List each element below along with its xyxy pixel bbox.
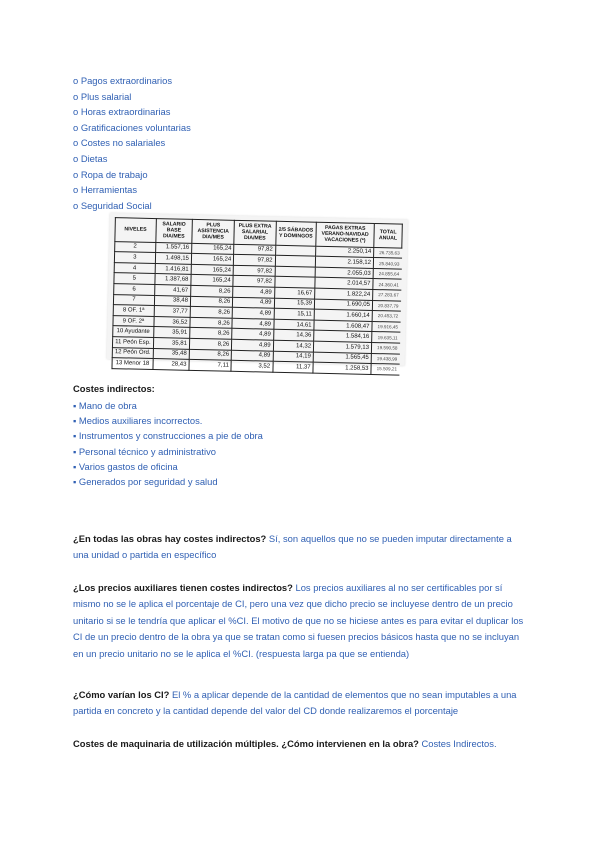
scanned-salary-table <box>107 213 408 372</box>
table-cell: 19.438,99 <box>371 353 399 364</box>
table-cell: 4,89 <box>232 318 274 330</box>
list-item: o Seguridad Social <box>73 199 152 211</box>
qa-paragraph-3 <box>73 687 529 720</box>
table-cell: 1.660,14 <box>314 309 372 321</box>
table-cell: 4,89 <box>231 350 273 362</box>
table-cell: 4,89 <box>233 297 275 309</box>
table-cell: 10 Ayudante <box>113 326 154 338</box>
list-item: o Horas extraordinarias <box>73 106 171 118</box>
qa-paragraph-4 <box>73 736 529 752</box>
list-item: o Dietas <box>73 152 108 164</box>
table-cell: 38,48 <box>154 295 190 306</box>
table-cell: 11 Peón Esp. <box>112 337 153 349</box>
table-cell: 15,39 <box>274 298 315 310</box>
table-cell: 2 <box>115 241 156 253</box>
table-cell: 12 Peón Ord. <box>112 347 153 359</box>
list-item: o Herramientas <box>73 184 138 196</box>
table-cell: 15,11 <box>274 308 315 320</box>
list-item: ▪ Medios auxiliares incorrectos. <box>73 415 203 427</box>
table-cell: 37,77 <box>154 306 190 317</box>
table-cell: 1.387,68 <box>155 274 191 285</box>
table-cell: 24.360,41 <box>373 279 401 290</box>
table-cell: 97,82 <box>234 255 276 267</box>
column-header: PLUS EXTRA SALARIAL DIA/MES <box>234 220 276 245</box>
salary-cost-list <box>73 73 191 213</box>
list-item: o Plus salarial <box>73 90 132 102</box>
table-cell: 13 Menor 18 <box>112 358 153 370</box>
table-cell: 2.055,03 <box>315 267 373 279</box>
table-cell: 26.735,63 <box>374 247 402 258</box>
table-cell: 14,19 <box>273 351 314 363</box>
list-item: ▪ Personal técnico y administrativo <box>73 445 216 457</box>
question-text: ¿En todas las obras hay costes indirectos? <box>73 533 267 544</box>
list-item: o Pagos extraordinarios <box>73 75 173 86</box>
table-cell: 1.822,24 <box>315 288 373 300</box>
table-cell: 4,89 <box>233 286 275 298</box>
table-cell: 19.590,58 <box>371 342 399 353</box>
table-cell: 1.416,81 <box>155 263 191 274</box>
question-text: Costes de maquinaria de utilización múltiples. ¿Cómo intervienen en la obra? <box>73 738 419 749</box>
table-cell: 1.565,45 <box>313 352 371 364</box>
question-text: ¿Los precios auxiliares tienen costes indirectos? <box>73 582 293 593</box>
table-cell: 35,91 <box>153 327 189 338</box>
answer-text: Los precios auxiliares al no ser certificables por sí mismo no se le aplica el porcentaje de CI, pero una vez que dicho precio se incluyese dentro de un precio unitario si se le tendría que aplicar el %CI. El motivo de que no se hiciese antes es para evitar el duplicar los CI de un precio dentro de la obra ya que se tratan como si fuesen precios básicos hasta que no se incluyan en un precio unitario no se le aplica el %CI. (respuesta larga pa que se entienda) <box>73 582 524 659</box>
table-cell: 1.498,15 <box>155 253 191 264</box>
table-cell: 19.916,45 <box>372 321 400 332</box>
table-cell: 8,26 <box>189 349 232 361</box>
table-cell: 36,52 <box>154 316 190 327</box>
column-header: NIVELES <box>115 218 156 243</box>
table-cell: 24.855,64 <box>373 268 401 279</box>
table-cell: 19.635,11 <box>372 332 400 343</box>
table-cell: 6 <box>114 284 155 296</box>
table-cell: 27.283,67 <box>373 289 401 300</box>
table-cell: 3,52 <box>231 360 273 372</box>
column-header: PAGAS EXTRAS VERANO-NAVIDAD VACACIONES (*) <box>316 222 374 247</box>
table-cell: 8,26 <box>191 285 234 297</box>
table-cell: 3 <box>114 252 155 264</box>
column-header: SALARIO BASE DIA/MES <box>156 219 193 243</box>
table-cell: 4,89 <box>232 307 274 319</box>
table-cell: 35,48 <box>153 348 189 359</box>
table-cell: 11,37 <box>272 361 313 373</box>
table-cell: 9 OF. 2ª <box>113 315 154 327</box>
column-header: 2/5 SÁBADOS Y DOMINGOS <box>275 221 316 246</box>
table-cell: 165,24 <box>191 264 234 276</box>
table-cell: 16,67 <box>274 287 315 299</box>
indirect-costs-list <box>73 398 263 489</box>
list-item: ▪ Instrumentos y construcciones a pie de obra <box>73 430 263 442</box>
table-cell: 4,89 <box>232 339 274 351</box>
table-cell: 4 <box>114 262 155 274</box>
answer-text: Costes Indirectos. <box>418 738 497 749</box>
list-item: o Gratificaciones voluntarias <box>73 121 191 133</box>
list-item: ▪ Generados por seguridad y salud <box>73 476 218 488</box>
answer-text: Sí, son aquellos que no se pueden imputar directamente a una unidad o partida en específico <box>73 533 512 561</box>
table-cell: 14,36 <box>273 330 314 342</box>
table-cell: 2.014,57 <box>315 278 373 290</box>
table-cell: 97,82 <box>233 265 275 277</box>
table-cell: 20.453,72 <box>372 311 400 322</box>
table-cell: 1.608,47 <box>314 320 372 332</box>
list-item: o Costes no salariales <box>73 137 166 149</box>
list-item: o Ropa de trabajo <box>73 168 148 180</box>
column-header: TOTAL ANUAL <box>374 223 403 247</box>
table-cell: 28,43 <box>153 359 189 370</box>
column-header: PLUS ASISTENCIA DIA/MES <box>192 219 235 244</box>
table-cell: 8,26 <box>190 296 233 308</box>
table-cell: 8,26 <box>190 328 233 340</box>
table-cell: 8,26 <box>189 338 232 350</box>
table-cell: 8,26 <box>190 317 233 329</box>
table-cell: 7,11 <box>189 359 232 371</box>
question-text: ¿Cómo varían los CI? <box>73 689 170 700</box>
table-cell: 4,89 <box>232 329 274 341</box>
table-cell: 7 <box>113 294 154 306</box>
table-cell: 2.158,12 <box>315 256 373 268</box>
answer-text: El % a aplicar depende de la cantidad de elementos que no sean imputables a una partida en concreto y la cantidad depende del valor del CD donde realizaremos el porcentaje <box>73 689 517 717</box>
table-cell: 165,24 <box>191 275 234 287</box>
indirect-costs-heading: Costes indirectos: <box>73 383 155 394</box>
table-cell: 165,24 <box>191 254 234 266</box>
table-cell: 2.250,14 <box>316 246 374 258</box>
table-cell: 35,81 <box>153 337 189 348</box>
table-cell: 25.840,93 <box>373 258 401 269</box>
table-cell: 8 OF. 1ª <box>113 305 154 317</box>
table-cell: 165,24 <box>192 243 235 255</box>
list-item: ▪ Mano de obra <box>73 400 137 411</box>
table-cell: 97,82 <box>233 276 275 288</box>
table-cell: 8,26 <box>190 307 233 319</box>
qa-paragraph-2 <box>73 580 529 662</box>
table-cell: 15.509,21 <box>371 364 399 375</box>
table-cell: 1.557,16 <box>155 242 191 253</box>
qa-paragraph-1 <box>73 531 529 564</box>
table-cell: 1.258,53 <box>313 362 371 374</box>
table-cell: 14,61 <box>273 319 314 331</box>
table-cell: 97,82 <box>234 244 276 256</box>
table-cell: 41,67 <box>154 285 190 296</box>
list-item: ▪ Varios gastos de oficina <box>73 460 178 472</box>
table-cell: 20.837,79 <box>372 300 400 311</box>
table-cell: 1.584,16 <box>314 331 372 343</box>
salary-table <box>111 217 402 375</box>
table-cell: 5 <box>114 273 155 285</box>
table-cell: 1.579,13 <box>313 341 371 353</box>
table-cell: 1.690,05 <box>314 299 372 311</box>
table-cell: 14,32 <box>273 340 314 352</box>
